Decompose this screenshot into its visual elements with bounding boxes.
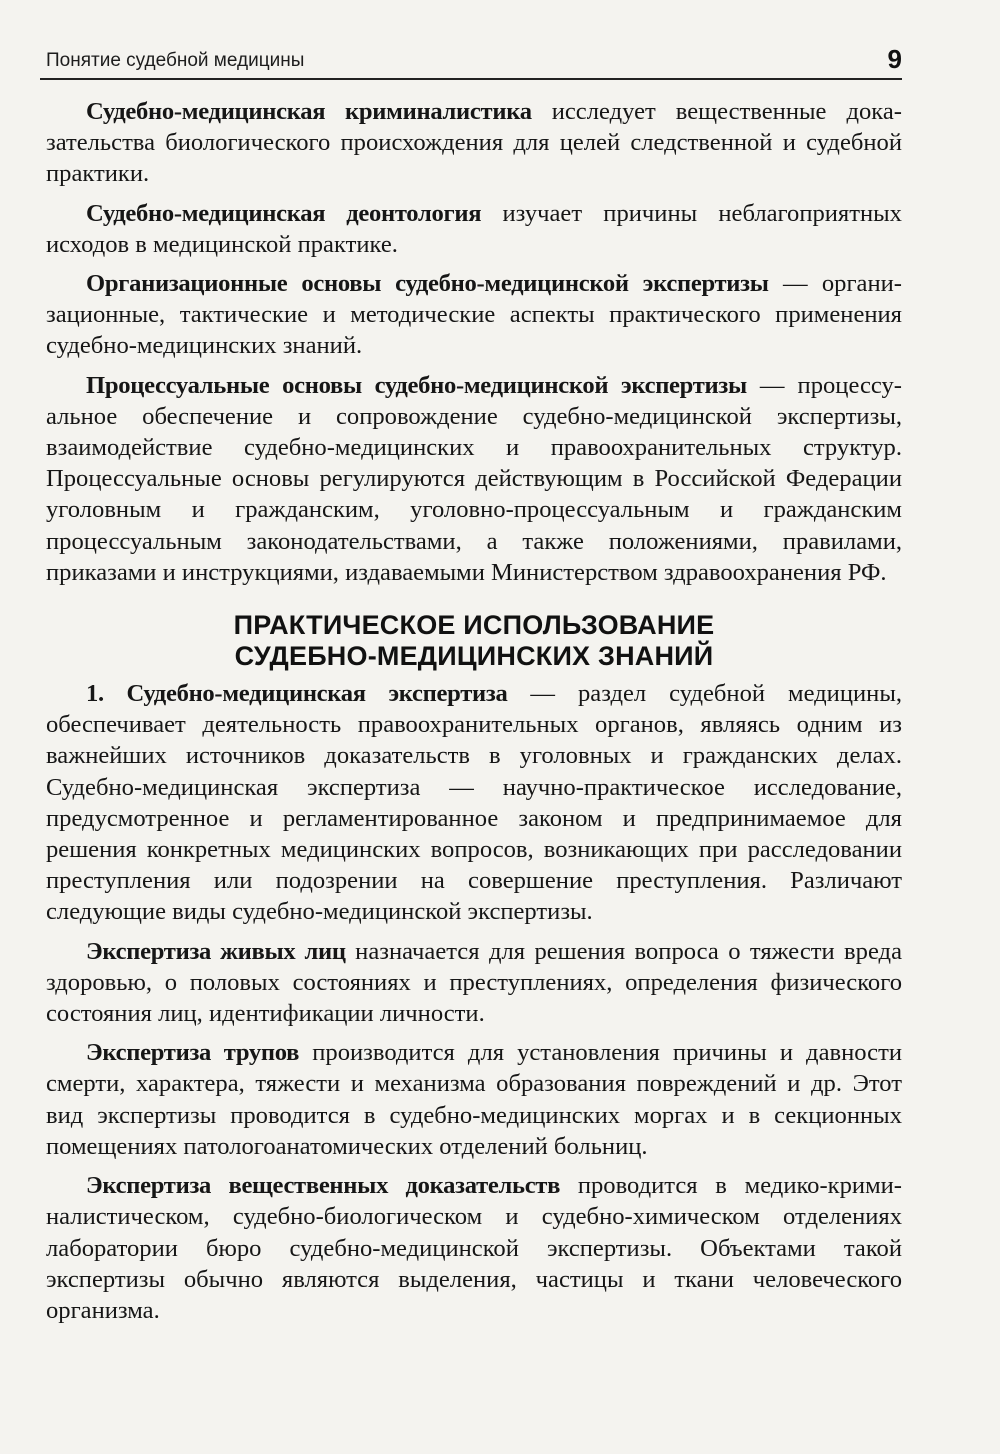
definition-text: производится для установления причины и давности смерти, характера, тяжести и механизма образования повреждений и др. Этот вид экспертизы проводится в судебно-медицинских моргах и в секционных помещениях патологоанатомических отделений больниц. — [46, 1039, 902, 1160]
term: Судебно-медицинская криминалистика — [86, 98, 532, 125]
running-title: Понятие судебной медицины — [46, 50, 305, 71]
term: Судебно-медицинская деонтология — [86, 199, 482, 227]
term: Организационные основы судебно-медицинской экспертизы — [86, 270, 769, 298]
section-title-line-1: ПРАКТИЧЕСКОЕ ИСПОЛЬЗОВАНИЕ — [233, 610, 715, 641]
page-content — [46, 96, 902, 1334]
term: 1. Судебно-медицинская экспертиза — [86, 680, 508, 708]
paragraph-corpses-expertise — [46, 1037, 902, 1162]
paragraph-physical-evidence-expertise — [46, 1170, 902, 1326]
paragraph-forensic-criminalistics — [46, 96, 902, 190]
paragraph-procedural-basics — [46, 370, 902, 588]
term: Экспертиза вещественных доказательств — [86, 1172, 561, 1200]
term: Экспертиза живых лиц — [86, 937, 346, 965]
page-number: 9 — [887, 44, 902, 74]
definition-text: — процессуальное обеспечение и сопровождение судебно-медицинской экспертизы, взаимодействие судебно-медицинских и правоохранительных структур. Процессуальные основы регулируются действующим в Российской Федерации уголовным и гражданским, уголовно-процессуальным и гражданским процессуальным законодательствами, а также положениями, правилами, приказами и инструкциями, издаваемыми Министерством здравоохранения РФ. — [46, 371, 902, 586]
definition-text: исследует вещественные доказательства биологического происхождения для целей следственной и судебной практики. — [46, 98, 902, 188]
paragraph-living-persons-expertise — [46, 936, 902, 1030]
term: Экспертиза трупов — [86, 1039, 300, 1067]
running-head — [40, 46, 902, 80]
definition-text: изучает причины неблагоприятных исходов в медицинской практике. — [46, 199, 902, 258]
definition-text: — раздел судебной медицины, обеспечивает деятельность правоохранительных органов, являясь одним из важнейших источников доказательств в уголовных и гражданских делах. Судебно-медицинская экспертиза — научно-практическое исследование, предусмотренное и регламентированное законом и предпринимаемое для решения конкретных медицинских вопросов, возникающих при расследовании преступления или подозрении на совершение преступления. Различают следующие виды судебно-медицинской экспертизы. — [46, 680, 902, 926]
definition-text: — организационные, тактические и методические аспекты практического применения судебно-медицинских знаний. — [46, 270, 902, 360]
term: Процессуальные основы судебно-медицинской экспертизы — [86, 371, 747, 399]
section-title-line-2: СУДЕБНО-МЕДИЦИНСКИХ ЗНАНИЙ — [234, 641, 714, 672]
section-title — [46, 610, 902, 672]
paragraph-organizational-basics — [46, 268, 902, 362]
paragraph-forensic-deontology — [46, 198, 902, 260]
definition-text: назначается для решения вопроса о тяжести вреда здоровью, о половых состояниях и преступлениях, определения физического состояния лиц, идентификации личности. — [46, 937, 902, 1028]
paragraph-forensic-expertise — [46, 678, 902, 928]
definition-text: проводится в медико-криминалистическом, судебно-биологическом и судебно-химическом отделениях лаборатории бюро судебно-медицинской экспертизы. Объектами такой экспертизы обычно являются выделения, частицы и ткани человеческого организма. — [46, 1172, 902, 1324]
